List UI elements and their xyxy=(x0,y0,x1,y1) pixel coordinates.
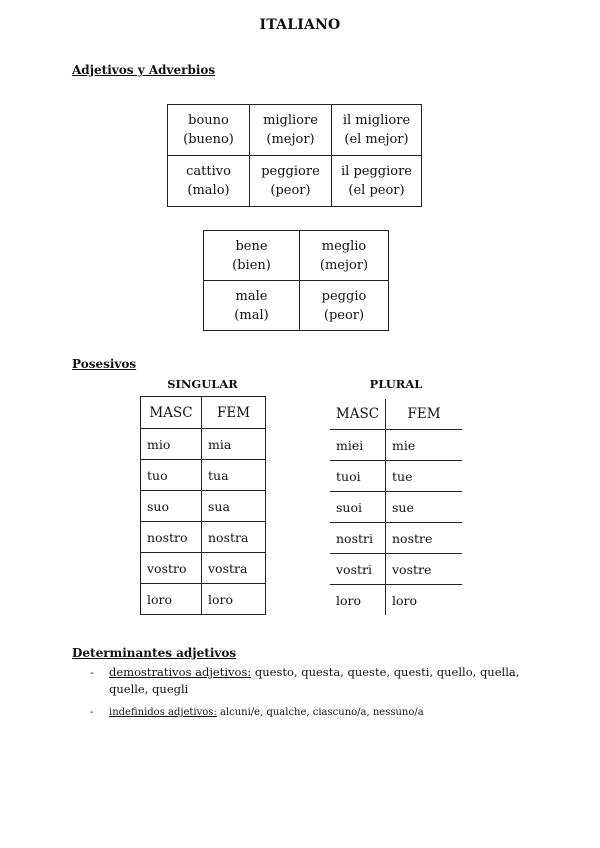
table-cell: loro xyxy=(330,585,386,616)
table-cell: il peggiore (el peor) xyxy=(332,156,422,207)
table-cell: sua xyxy=(202,491,266,522)
singular-label: SINGULAR xyxy=(167,377,238,391)
table-cell: cattivo (malo) xyxy=(168,156,250,207)
list-dash: - xyxy=(90,707,94,718)
table-row xyxy=(330,585,462,616)
table-cell: meglio (mejor) xyxy=(300,231,389,281)
table-row xyxy=(204,231,389,281)
table-cell: il migliore (el mejor) xyxy=(332,105,422,156)
column-header: FEM xyxy=(386,399,463,430)
table-row xyxy=(330,430,462,461)
list-dash: - xyxy=(90,665,94,679)
table-row xyxy=(330,523,462,554)
table-cell: nostra xyxy=(202,522,266,553)
table-cell: mia xyxy=(202,429,266,460)
table-cell: miei xyxy=(330,430,386,461)
possessive-singular-table xyxy=(140,396,266,615)
table-row xyxy=(168,105,422,156)
table-cell: vostre xyxy=(386,554,463,585)
column-header: MASC xyxy=(141,397,202,429)
table-cell: loro xyxy=(141,584,202,615)
column-header: FEM xyxy=(202,397,266,429)
adverb-comparison-table xyxy=(203,230,389,331)
list-item-label: indefinidos adjetivos: xyxy=(109,707,217,718)
adjective-comparison-table xyxy=(167,104,422,207)
table-cell: peggio (peor) xyxy=(300,281,389,331)
table-row xyxy=(141,429,266,460)
table-cell: mie xyxy=(386,430,463,461)
list-item xyxy=(90,704,520,721)
page-title: ITALIANO xyxy=(259,17,341,33)
list-item-text: questo, questa, queste, questi, quello, quella, quelle, quegli xyxy=(109,665,520,696)
section-heading-determinantes: Determinantes adjetivos xyxy=(72,646,237,660)
table-cell: male (mal) xyxy=(204,281,300,331)
table-cell: suo xyxy=(141,491,202,522)
table-cell: nostro xyxy=(141,522,202,553)
table-row xyxy=(141,553,266,584)
table-row xyxy=(204,281,389,331)
table-cell: bene (bien) xyxy=(204,231,300,281)
table-cell: tuo xyxy=(141,460,202,491)
table-cell: nostre xyxy=(386,523,463,554)
determinantes-list xyxy=(90,664,520,727)
table-cell: suoi xyxy=(330,492,386,523)
table-cell: mio xyxy=(141,429,202,460)
table-cell: vostra xyxy=(202,553,266,584)
table-cell: vostro xyxy=(141,553,202,584)
table-cell: bouno (bueno) xyxy=(168,105,250,156)
list-item-text: alcuni/e, qualche, ciascuno/a, nessuno/a xyxy=(216,707,424,718)
table-cell: nostri xyxy=(330,523,386,554)
section-heading-posesivos: Posesivos xyxy=(72,357,137,371)
plural-label: PLURAL xyxy=(369,377,423,391)
list-item xyxy=(90,664,520,698)
table-row xyxy=(141,460,266,491)
possessive-plural-table xyxy=(330,399,462,615)
table-row xyxy=(141,522,266,553)
table-row xyxy=(330,461,462,492)
table-cell: loro xyxy=(202,584,266,615)
table-row xyxy=(141,584,266,615)
list-item-label: demostrativos adjetivos: xyxy=(109,665,252,679)
table-cell: tue xyxy=(386,461,463,492)
table-cell: migliore (mejor) xyxy=(250,105,332,156)
table-cell: tuoi xyxy=(330,461,386,492)
table-row xyxy=(330,492,462,523)
section-heading-adjetivos: Adjetivos y Adverbios xyxy=(72,63,216,77)
table-cell: peggiore (peor) xyxy=(250,156,332,207)
table-row xyxy=(168,156,422,207)
table-row xyxy=(141,491,266,522)
table-row xyxy=(330,554,462,585)
table-header-row xyxy=(141,397,266,429)
table-cell: loro xyxy=(392,592,418,608)
column-header: MASC xyxy=(330,399,386,430)
table-cell: vostri xyxy=(330,554,386,585)
table-header-row xyxy=(330,399,462,430)
table-cell: tua xyxy=(202,460,266,491)
table-cell: sue xyxy=(386,492,463,523)
